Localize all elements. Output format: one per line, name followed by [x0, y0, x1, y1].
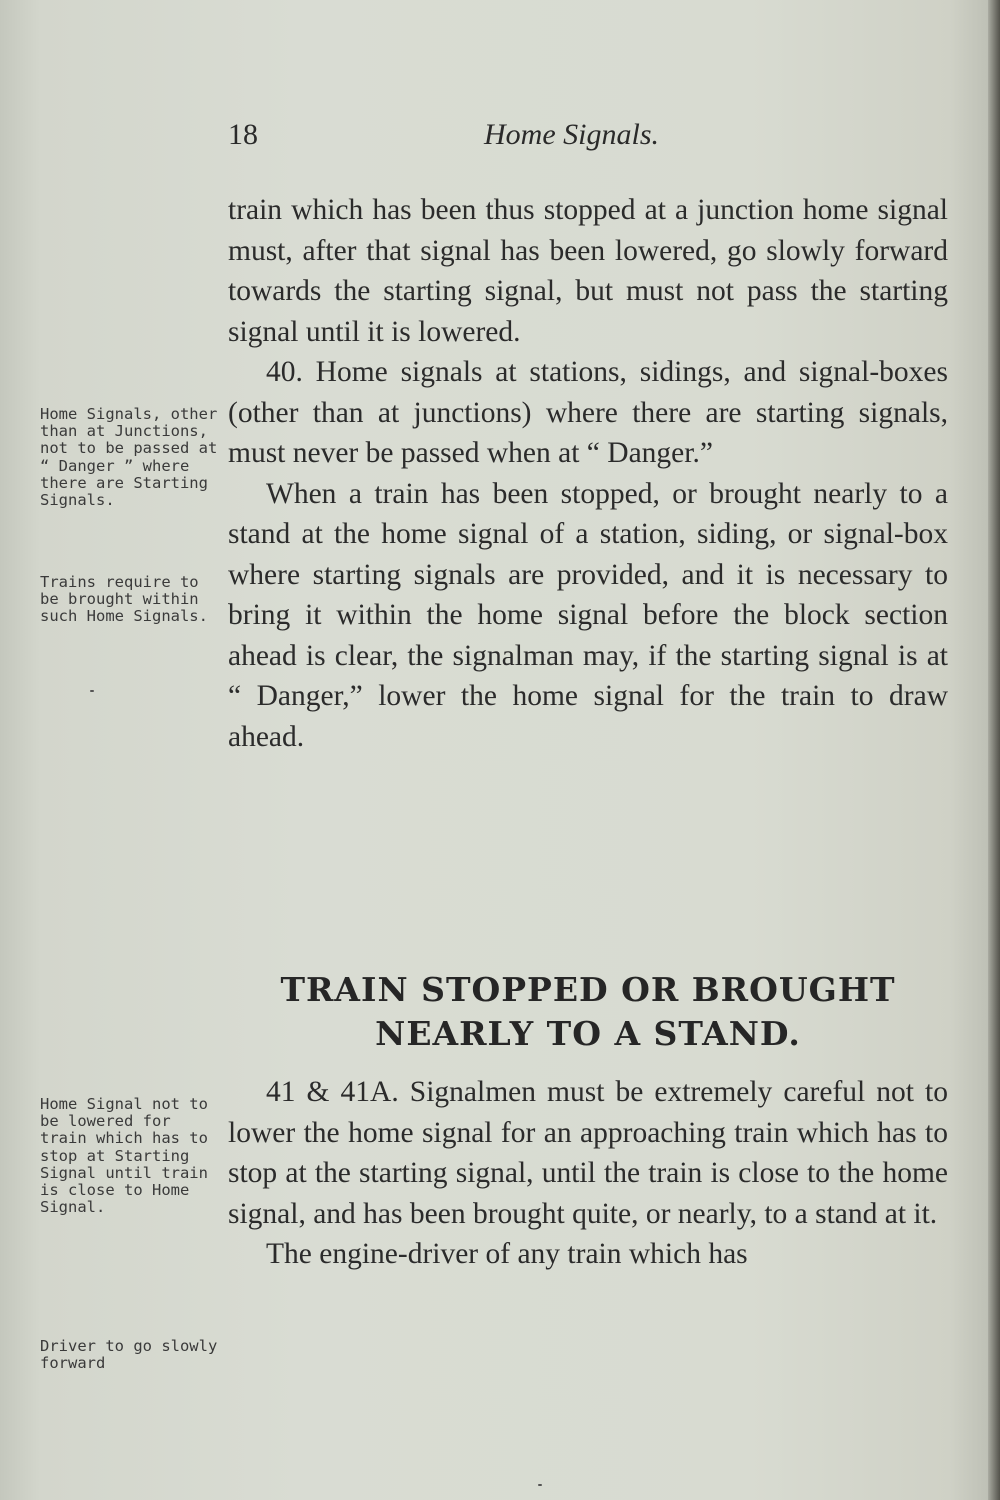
running-title: Home Signals. [484, 118, 659, 151]
page-number: 18 [228, 118, 258, 151]
paragraph-train-stopped: When a train has been stopped, or brought nearly to a stand at the home signal of a station, siding, or signal-box where starting signals are provided, and it is necessary to bring it within the home signal before the block section ahead is clear, the signalman may, if the starting signal is at “ Danger,” lower the home signal for the train to draw ahead. [228, 477, 948, 753]
section-heading-line-1: TRAIN STOPPED OR BROUGHT [280, 970, 896, 1009]
page-gutter-shadow [988, 0, 1000, 1500]
body-block-2 [228, 1072, 948, 1275]
section-heading [228, 968, 948, 1056]
paragraph-continued: train which has been thus stopped at a junction home signal must, after that signal has been lowered, go slowly forward towards the starting signal, but must not pass the starting signal until it is lowered. [228, 194, 948, 348]
paragraph-rule-40: 40. Home signals at stations, sidings, and signal-boxes (other than at junctions) where there are starting signals, must never be passed when at “ Danger.” [228, 356, 948, 469]
print-speck [90, 690, 94, 692]
section-heading-line-2: NEARLY TO A STAND. [375, 1014, 801, 1053]
body-block-1 [228, 190, 948, 757]
page-header [0, 112, 1000, 162]
margin-note-home-signal-not-lowered: Home Signal not to be lowered for train which has to stop at Starting Signal until train is close to Home Signal. [40, 1095, 208, 1217]
margin-note-home-signals: Home Signals, other than at Junctions, not to be passed at “ Danger ” where there are Starting Signals. [40, 405, 218, 510]
paragraph-engine-driver: The engine-driver of any train which has [266, 1238, 748, 1270]
margin-note-trains-require: Trains require to be brought within such Home Signals. [40, 573, 208, 626]
paragraph-rule-41: 41 & 41A. Signalmen must be extremely careful not to lower the home signal for an approaching train which has to stop at the starting signal, until the train is close to the home signal, and has been brought quite, or nearly, to a stand at it. [228, 1076, 948, 1230]
print-speck [538, 1484, 542, 1486]
margin-note-driver-slowly: Driver to go slowly forward [40, 1337, 218, 1373]
